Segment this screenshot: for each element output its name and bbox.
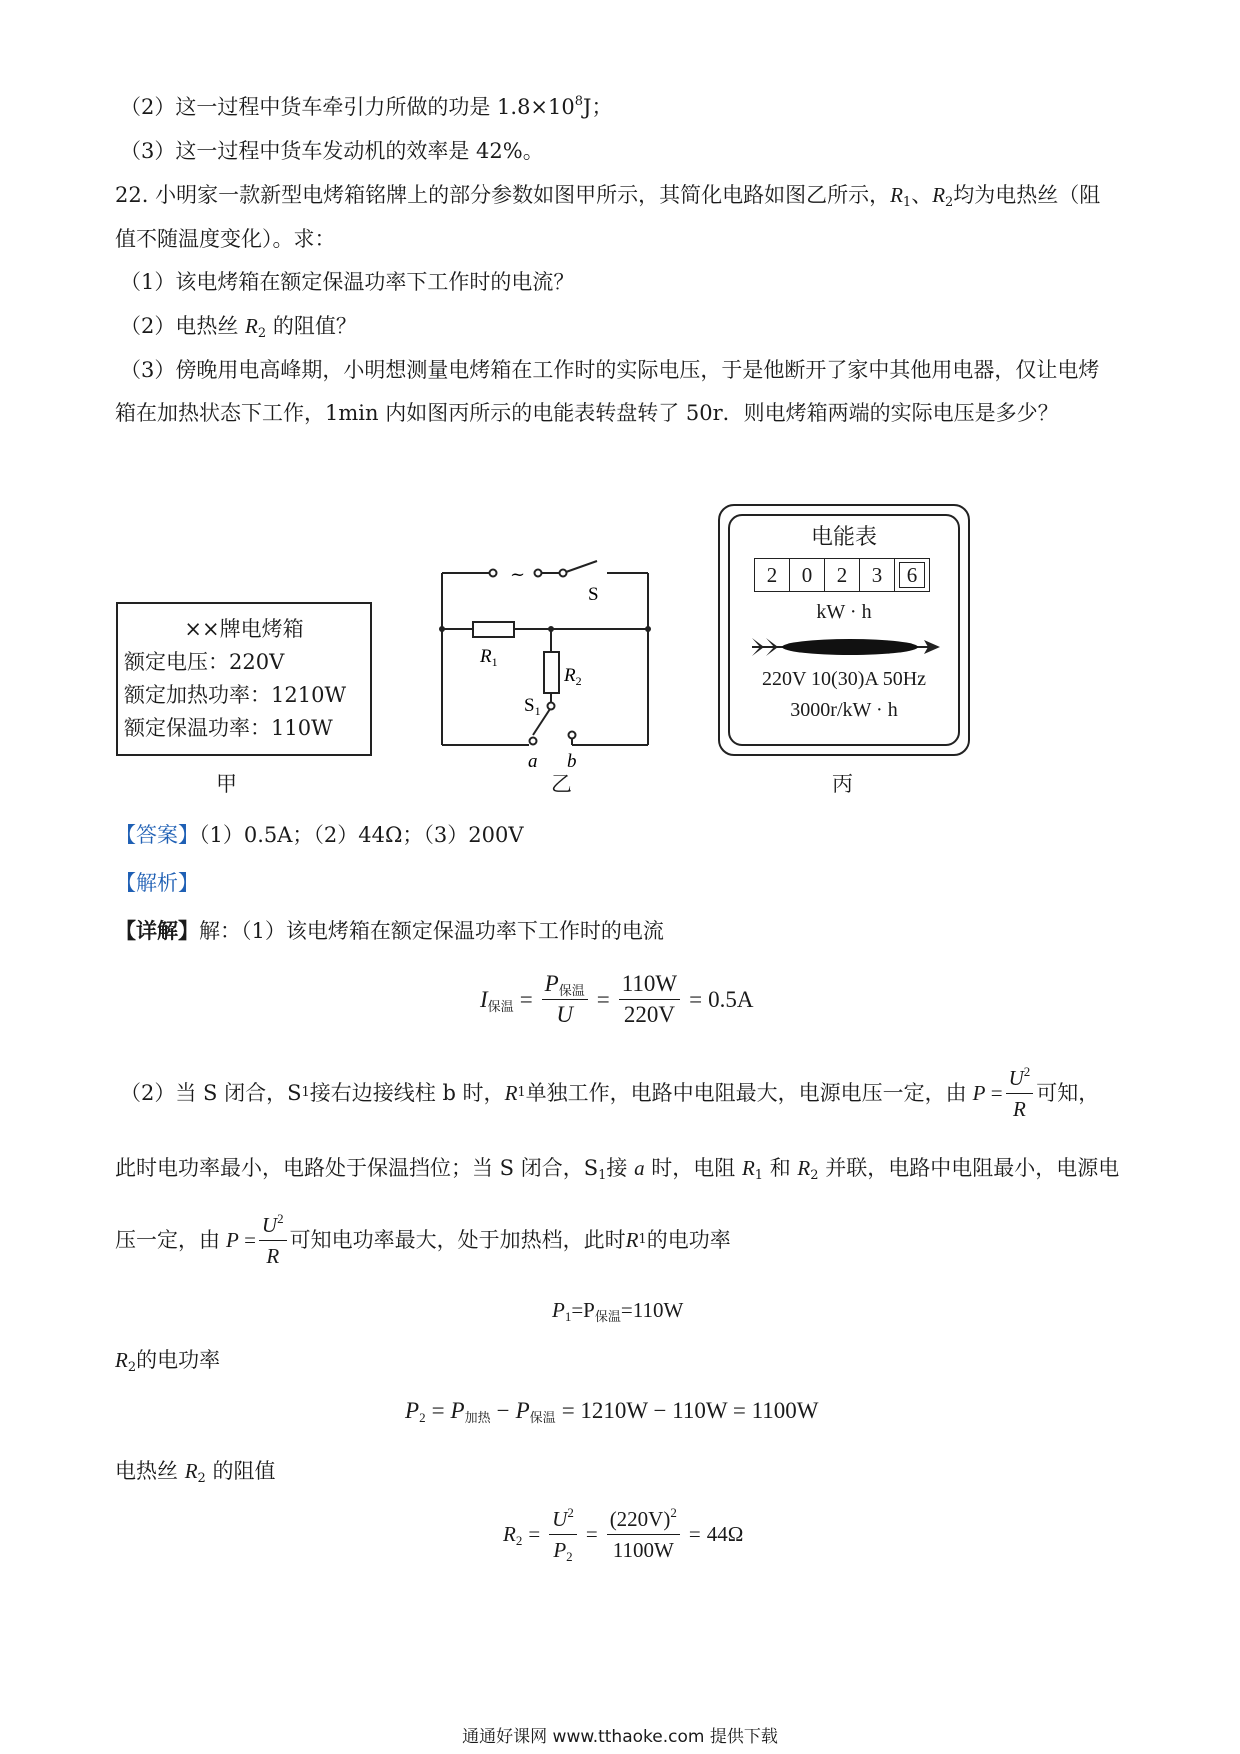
meter-title: 电能表 bbox=[810, 525, 877, 550]
meter-outer bbox=[718, 504, 970, 756]
meter-unit: kW · h bbox=[816, 601, 872, 623]
caption-yi: 乙 bbox=[551, 772, 572, 796]
r1-label: $R_1$ bbox=[480, 646, 498, 669]
q22-sub-2: （2）电热丝 $R_2$ 的阻值？ bbox=[120, 314, 357, 341]
meter-digit-decimal: 6 bbox=[895, 559, 929, 591]
detail-part2-line-1: （2）当 S 闭合，S 1 接右边接线柱 b 时， R 1 单独工作，电路中电阻最大，电源电压一定，由 P = $\frac{U^2}{R}$ 可知， bbox=[120, 1063, 1100, 1121]
q21-line-3: （3）这一过程中货车发动机的效率是 42%。 bbox=[120, 139, 544, 163]
caption-jia: 甲 bbox=[216, 772, 237, 796]
nameplate-row: 额定保温功率：110W bbox=[124, 716, 333, 740]
answer-label: 【答案】 bbox=[115, 823, 199, 847]
meter-digits bbox=[754, 558, 930, 592]
nameplate-row: 额定电压：220V bbox=[124, 650, 285, 674]
detail-r2-resistance: 电热丝 $R_2$ 的阻值 bbox=[115, 1459, 276, 1486]
q22-stem-line-2: 值不随温度变化）。求： bbox=[115, 227, 336, 251]
q22-sub-3-line-2: 箱在加热状态下工作，1min 内如图丙所示的电能表转盘转了 50r．则电烤箱两端的实际电压是多少？ bbox=[115, 401, 1059, 425]
terminal-a-label: a bbox=[528, 751, 538, 772]
meter-digit: 2 bbox=[755, 559, 790, 591]
nameplate-row: 额定加热功率：1210W bbox=[124, 683, 347, 707]
equation-current: $I_{保温}$ = $\frac{P_{保温}}{U}$ = $\frac{110W}{220V}$ = 0.5A bbox=[480, 971, 754, 1027]
meter-spec-1: 220V 10(30)A 50Hz bbox=[761, 668, 927, 690]
equation-r2: $R_2$ = $\frac{U^2}{P_2}$ = $\frac{(220V)^2}{1100W}$ = 44Ω bbox=[503, 1505, 744, 1564]
q22-sub-1: （1）该电烤箱在额定保温功率下工作时的电流？ bbox=[120, 270, 575, 294]
q22-stem-line-1: 22. 小明家一款新型电烤箱铭牌上的部分参数如图甲所示，其简化电路如图乙所示，$R_1$、$R_2$均为电热丝（阻 bbox=[115, 183, 1101, 210]
page-footer: 通通好课网 www.tthaoke.com 提供下载 bbox=[462, 1727, 778, 1747]
q22-sub-3-line-1: （3）傍晚用电高峰期，小明想测量电烤箱在工作时的实际电压，于是他断开了家中其他用电器，仅让电烤 bbox=[120, 358, 1100, 382]
q21-line-2: （2）这一过程中货车牵引力所做的功是 $1.8\times 10^8J$； bbox=[120, 94, 613, 119]
detail-r2-power: $R_2$的电功率 bbox=[115, 1348, 221, 1375]
meter-digit: 0 bbox=[790, 559, 825, 591]
ac-symbol: ~ bbox=[510, 564, 526, 585]
equation-p2: $P_2$ = $P_{加热}$ − $P_{保温}$ = 1210W − 110W = 1100W bbox=[405, 1398, 819, 1425]
meter-digit: 3 bbox=[860, 559, 895, 591]
nameplate-title: ××牌电烤箱 bbox=[184, 617, 304, 641]
terminal-b-label: b bbox=[567, 751, 577, 772]
meter-digit: 2 bbox=[825, 559, 860, 591]
detail-intro: 【详解】解：（1）该电烤箱在额定保温功率下工作时的电流 bbox=[115, 918, 664, 943]
switch-s-label: S bbox=[588, 584, 599, 605]
nameplate-box bbox=[116, 602, 372, 756]
s1-label: $S_1$ bbox=[524, 695, 541, 718]
caption-bing: 丙 bbox=[832, 772, 853, 796]
meter-rotor-icon bbox=[750, 632, 940, 662]
equation-p1: $P_1=P_{保温}=110W$ bbox=[552, 1298, 684, 1324]
answer-line: 【答案】（1）0.5A；（2）44Ω；（3）200V bbox=[115, 823, 524, 847]
circuit-diagram bbox=[430, 555, 670, 775]
detail-part2-line-2: 此时电功率最小，电路处于保温挡位；当 S 闭合，$S_1$接 a 时，电阻 $R_1$ 和 $R_2$ 并联，电路中电阻最小，电源电 bbox=[115, 1156, 1120, 1183]
r2-label: $R_2$ bbox=[564, 665, 582, 688]
detail-part2-line-3: 压一定，由 P = $\frac{U^2}{R}$ 可知电功率最大，处于加热档，此时 R 1 的电功率 bbox=[115, 1210, 731, 1268]
analysis-label: 【解析】 bbox=[115, 871, 199, 895]
meter-spec-2: 3000r/kW · h bbox=[790, 699, 898, 721]
